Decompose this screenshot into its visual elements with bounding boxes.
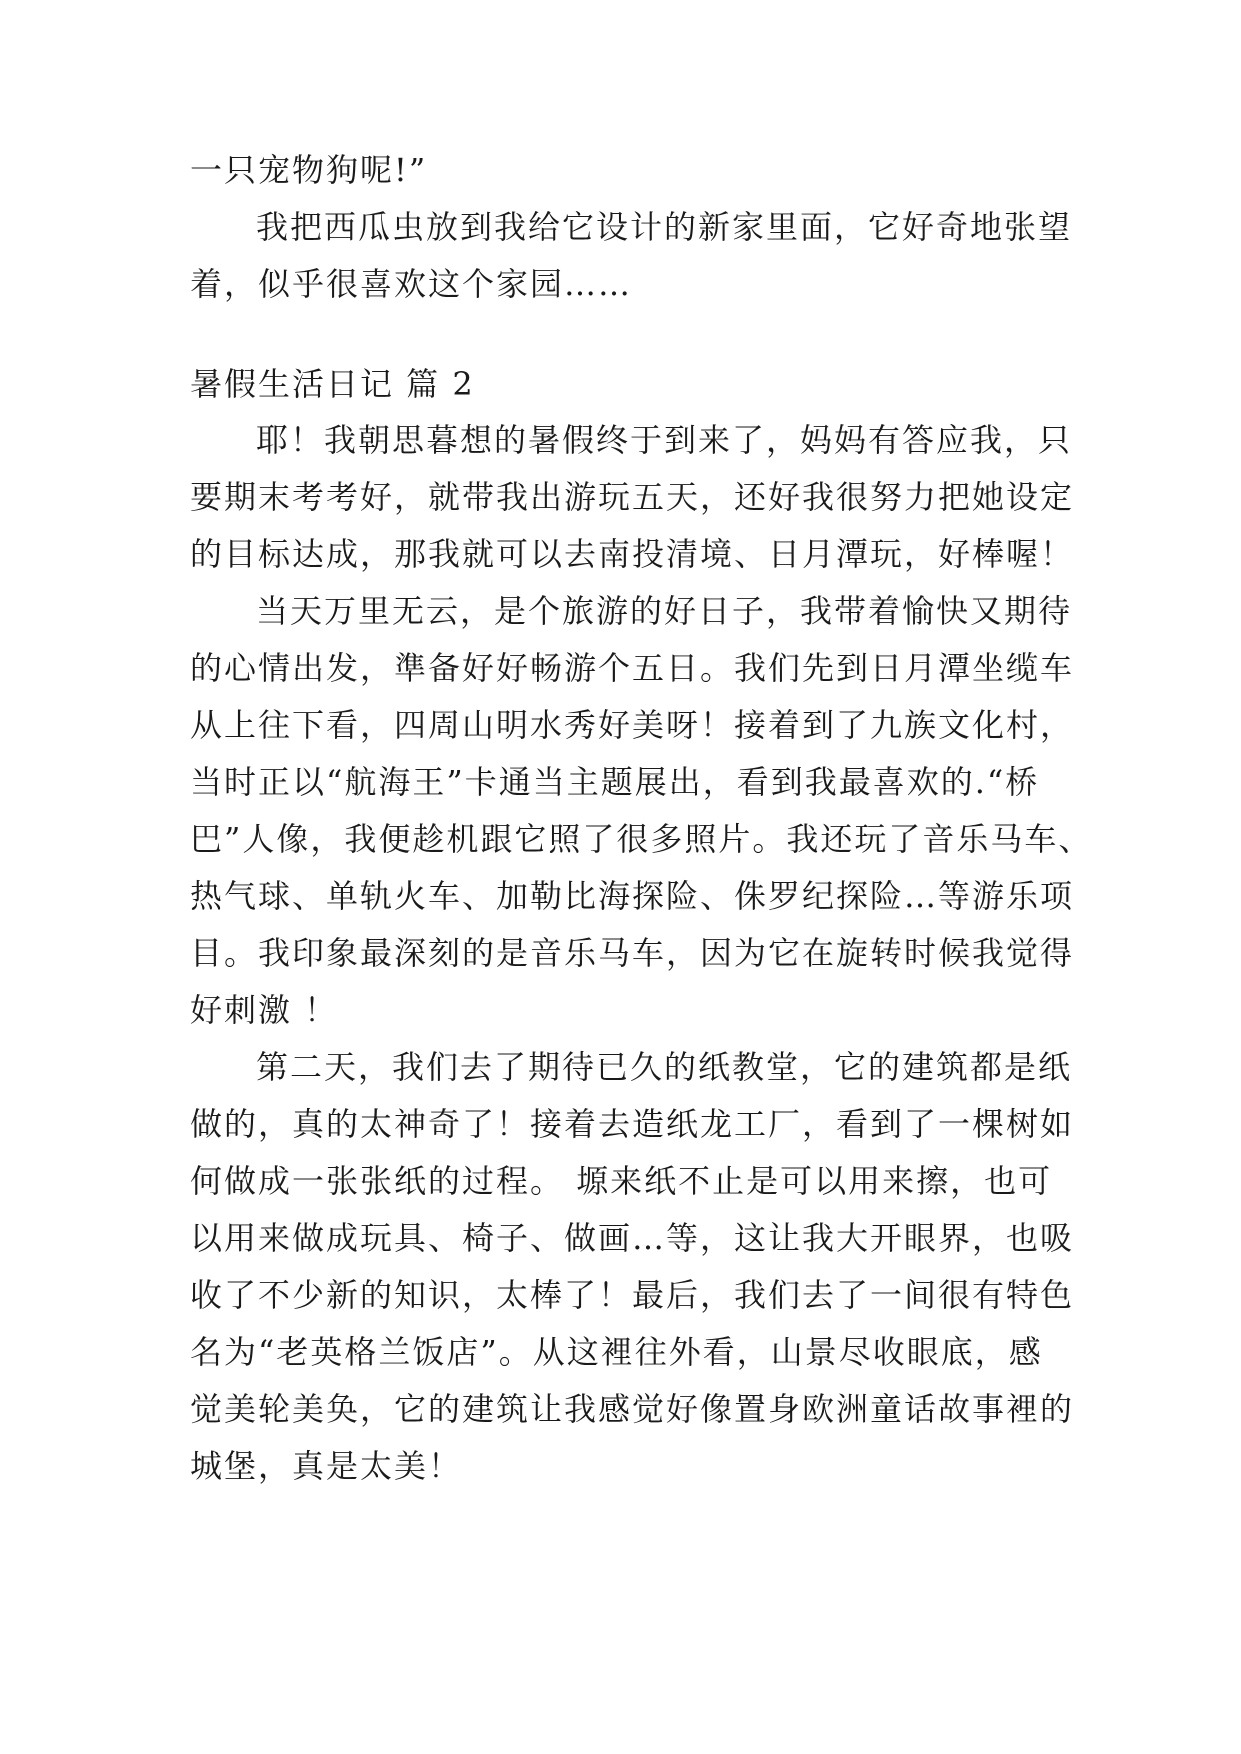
text-line: 以用来做成玩具、椅子、做画…等，这让我大开眼界，也吸 [190,1219,1075,1257]
text-line: 要期末考考好，就带我出游玩五天，还好我很努力把她设定 [190,478,1075,516]
text-line: 从上往下看，四周山明水秀好美呀！接着到了九族文化村， [190,706,1075,744]
text-line: 好刺激 ！ [190,991,339,1029]
text-line: 热气球、单轨火车、加勒比海探险、侏罗纪探险…等游乐项 [190,877,1075,915]
text-line: 目。我印象最深刻的是音乐马车，因为它在旋转时候我觉得 [190,934,1075,972]
text-line: 何做成一张张纸的过程。 塬来纸不止是可以用来擦，也可 [190,1162,1053,1200]
paragraph-first-line: 耶！我朝思暮想的暑假终于到来了，妈妈有答应我，只 [256,421,1073,459]
text-line: 收了不少新的知识，太棒了！最后，我们去了一间很有特色 [190,1276,1075,1314]
text-line: 的心情出发，準备好好畅游个五日。我们先到日月潭坐缆车 [190,649,1075,687]
paragraph-first-line: 第二天，我们去了期待已久的纸教堂，它的建筑都是纸 [256,1048,1073,1086]
text-line: 觉美轮美奂，它的建筑让我感觉好像置身欧洲童话故事裡的 [190,1390,1075,1428]
text-line: 一只宠物狗呢!” [190,151,428,189]
text-line: 城堡，真是太美！ [190,1447,463,1485]
paragraph-first-line: 我把西瓜虫放到我给它设计的新家里面，它好奇地张望 [256,208,1073,246]
text-line: 当时正以“航海王”卡通当主题展出，看到我最喜欢的.“桥 [190,763,1040,801]
section-heading: 暑假生活日记 篇 2 [190,365,475,403]
text-line: 做的，真的太神奇了！接着去造纸龙工厂，看到了一棵树如 [190,1105,1075,1143]
text-line: 着，似乎很喜欢这个家园…… [190,265,633,303]
text-line: 的目标达成，那我就可以去南投清境、日月潭玩，好棒喔！ [190,535,1075,573]
text-line: 名为“老英格兰饭店”。从这裡往外看，山景尽收眼底，感 [190,1333,1043,1371]
text-line: 巴”人像，我便趁机跟它照了很多照片。我还玩了音乐马车、 [190,820,1093,858]
paragraph-first-line: 当天万里无云，是个旅游的好日子，我带着愉快又期待 [256,592,1073,630]
